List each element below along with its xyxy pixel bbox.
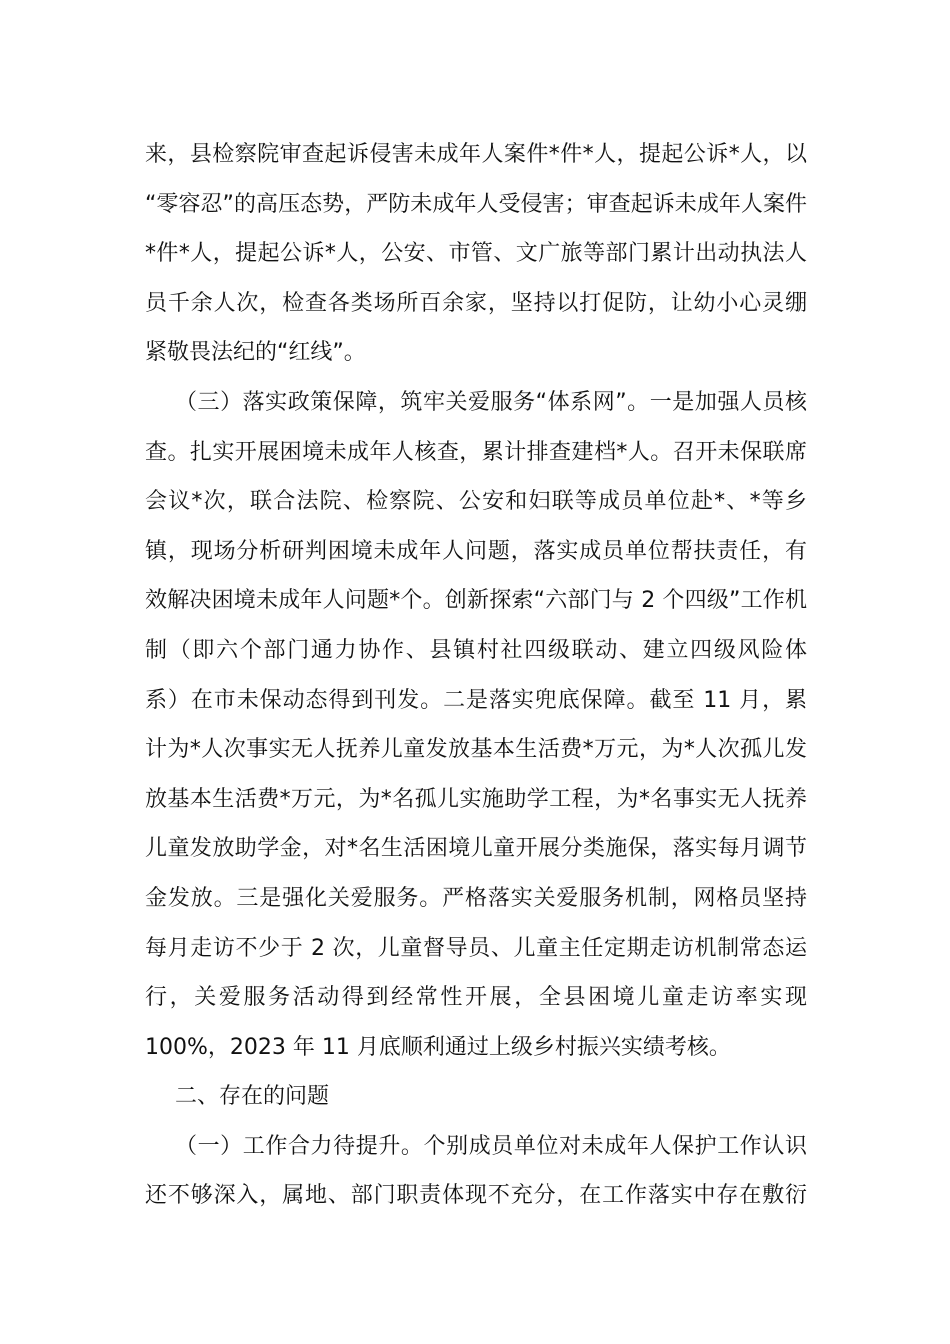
section-heading-line: （三）落实政策保障，筑牢关爱服务“体系网”。一是加强人员核: [175, 389, 807, 415]
text-line: 计为*人次事实无人抚养儿童发放基本生活费*万元，为*人次孤儿发: [145, 737, 807, 763]
text-line: 制（即六个部门通力协作、县镇村社四级联动、建立四级风险体: [145, 637, 807, 663]
text-line: 金发放。三是强化关爱服务。严格落实关爱服务机制，网格员坚持: [145, 885, 807, 911]
body-text: [145, 130, 807, 1221]
text-line: 会议*次，联合法院、检察院、公安和妇联等成员单位赴*、*等乡: [145, 489, 807, 515]
text-line: 来，县检察院审查起诉侵害未成年人案件*件*人，提起公诉*人，以: [145, 142, 807, 167]
text-line: *件*人，提起公诉*人，公安、市管、文广旅等部门累计出动执法人: [145, 241, 807, 267]
text-line: 系）在市未保动态得到刊发。二是落实兜底保障。截至 11 月，累: [145, 687, 807, 713]
text-line: “零容忍”的高压态势，严防未成年人受侵害；审查起诉未成年人案件: [145, 191, 807, 217]
text-line: 每月走访不少于 2 次，儿童督导员、儿童主任定期走访机制常态运: [145, 935, 807, 961]
text-line: 行，关爱服务活动得到经常性开展，全县困境儿童走访率实现: [145, 985, 807, 1011]
text-line: 还不够深入，属地、部门职责体现不充分，在工作落实中存在敷衍: [145, 1183, 807, 1209]
text-line: 放基本生活费*万元，为*名孤儿实施助学工程，为*名事实无人抚养: [145, 786, 807, 812]
text-line: 效解决困境未成年人问题*个。创新探索“六部门与 2 个四级”工作机: [145, 588, 807, 614]
text-line: 紧敬畏法纪的“红线”。: [145, 340, 366, 366]
text-line: 查。扎实开展困境未成年人核查，累计排查建档*人。召开未保联席: [145, 439, 807, 465]
subsection-heading-line: （一）工作合力待提升。个别成员单位对未成年人保护工作认识: [175, 1133, 807, 1159]
text-line: 员千余人次，检查各类场所百余家，坚持以打促防，让幼小心灵绷: [145, 290, 807, 316]
section-title: 二、存在的问题: [175, 1084, 330, 1110]
text-line: 镇，现场分析研判困境未成年人问题，落实成员单位帮扶责任，有: [145, 538, 807, 564]
text-line: 儿童发放助学金，对*名生活困境儿童开展分类施保，落实每月调节: [145, 836, 807, 862]
text-line: 100%，2023 年 11 月底顺利通过上级乡村振兴实绩考核。: [145, 1034, 731, 1060]
